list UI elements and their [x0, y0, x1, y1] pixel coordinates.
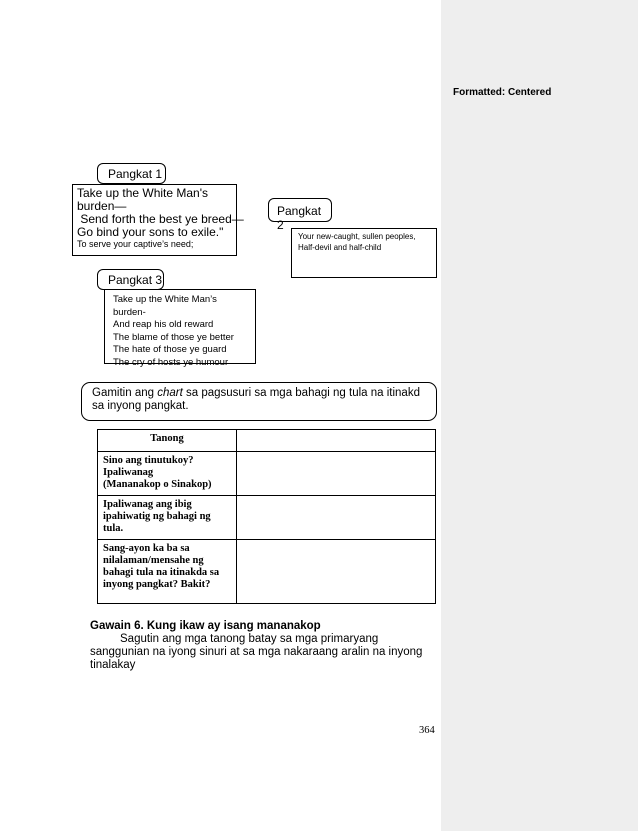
- poem-line: burden—: [77, 199, 127, 213]
- instruction-text-rest: sa pagsusuri sa mga bahagi ng tula na itinakd sa inyong pangkat.: [92, 387, 420, 412]
- table-header-cell: Tanong: [98, 430, 237, 452]
- analysis-table: [97, 429, 436, 604]
- question-line: Sang-ayon ka ba sa: [103, 543, 190, 554]
- poem-line: Take up the White Man's: [77, 186, 209, 200]
- question-line: Ipaliwanag: [103, 467, 154, 478]
- question-cell: [98, 452, 237, 496]
- poem-line: Take up the White Man’s burden-: [113, 294, 217, 318]
- question-cell: [98, 496, 237, 540]
- question-cell: [98, 540, 237, 604]
- answer-cell[interactable]: [237, 452, 436, 496]
- instruction-emphasis: chart: [157, 387, 183, 399]
- instruction-callout: [81, 382, 437, 421]
- page-number: 364: [419, 725, 435, 736]
- poem-line: The hate of those ye guard: [113, 344, 227, 355]
- poem-line: The blame of those ye better: [113, 331, 234, 343]
- table-row: [98, 540, 436, 604]
- group1-poem-box: [72, 184, 244, 256]
- group2-tab: Pangkat 2: [268, 198, 332, 222]
- question-line: (Mananakop o Sinakop): [103, 479, 212, 490]
- group3-poem-box: [104, 289, 256, 368]
- poem-line: Half-devil and half-child: [298, 243, 382, 252]
- instruction-text: Gamitin ang: [92, 387, 158, 399]
- question-line: ipahiwatig ng bahagi ng tula.: [103, 511, 211, 534]
- question-line: inyong pangkat? Bakit?: [103, 579, 211, 590]
- answer-cell[interactable]: [237, 496, 436, 540]
- group3-tab: Pangkat 3: [97, 269, 164, 290]
- poem-line: And reap his old reward: [113, 319, 214, 330]
- activity-instructions: [90, 633, 435, 672]
- question-line: nilalaman/mensahe ng: [103, 555, 204, 566]
- question-line: Sino ang tinutukoy?: [103, 455, 194, 466]
- group2-poem-box: [291, 228, 437, 278]
- activity-instructions-text: Sagutin ang mga tanong batay sa mga primaryang sanggunian na iyong sinuri at sa mga nakaraang aralin na inyong tinalakay: [90, 633, 423, 671]
- answer-cell[interactable]: [237, 430, 436, 452]
- poem-line: Go bind your sons to exile.": [77, 225, 224, 239]
- activity-title: Gawain 6. Kung ikaw ay isang mananakop: [90, 620, 321, 632]
- group1-tab: Pangkat 1: [97, 163, 166, 184]
- formatting-note: Formatted: Centered: [453, 87, 552, 98]
- poem-line: Your new-caught, sullen peoples,: [298, 232, 416, 241]
- table-header-row: [98, 430, 436, 452]
- question-line: Ipaliwanag ang ibig: [103, 499, 192, 510]
- poem-line: To serve your captive’s need;: [77, 239, 194, 249]
- answer-cell[interactable]: [237, 540, 436, 604]
- table-row: [98, 452, 436, 496]
- question-line: bahagi tula na itinakda sa: [103, 567, 220, 578]
- comment-sidebar: [441, 0, 638, 831]
- poem-line: The cry of hosts ye humour: [113, 356, 229, 368]
- table-row: [98, 496, 436, 540]
- poem-line: Send forth the best ye breed—: [77, 212, 244, 226]
